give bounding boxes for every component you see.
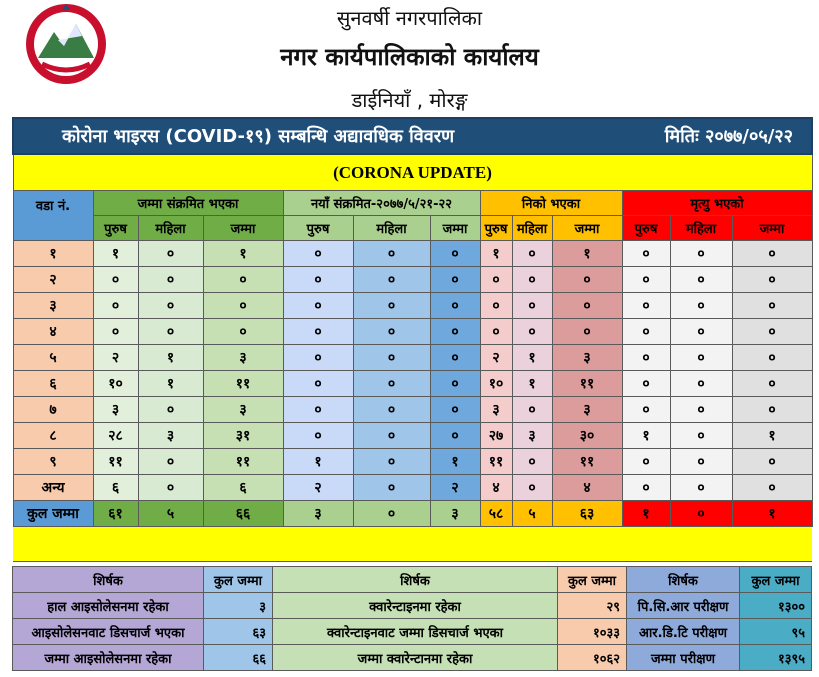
sub-header-female: महिला xyxy=(512,216,552,241)
table-cell: ० xyxy=(670,423,732,449)
table-cell: ३ xyxy=(512,423,552,449)
table-cell: ० xyxy=(430,319,480,345)
ward-number: ५ xyxy=(13,345,93,371)
sub-header-total: जम्मा xyxy=(732,216,812,241)
table-cell: ० xyxy=(512,293,552,319)
summary-header: शिर्षक xyxy=(273,567,558,593)
table-cell: ० xyxy=(670,293,732,319)
table-cell: १० xyxy=(93,371,138,397)
summary-title: आइसोलेसनवाट डिसचार्ज भएका xyxy=(13,619,204,645)
ward-header: वडा नं. xyxy=(13,191,93,241)
table-cell: ५८ xyxy=(480,501,512,527)
table-cell: ० xyxy=(512,449,552,475)
summary-value: ६६ xyxy=(204,645,273,671)
sub-header-male: पुरुष xyxy=(622,216,670,241)
office-name: नगर कार्यपालिकाको कार्यालय xyxy=(280,43,539,71)
recovered-header: निको भएका xyxy=(480,191,622,216)
table-cell: ० xyxy=(138,267,203,293)
totals-row xyxy=(13,501,812,527)
summary-value: ३ xyxy=(204,593,273,619)
table-cell: ० xyxy=(203,267,283,293)
table-cell: १ xyxy=(138,371,203,397)
table-cell: ० xyxy=(732,345,812,371)
table-cell: ० xyxy=(622,345,670,371)
table-cell: ३ xyxy=(93,397,138,423)
table-cell: १ xyxy=(512,345,552,371)
sub-header-total: जम्मा xyxy=(203,216,283,241)
table-cell: ३० xyxy=(552,423,622,449)
table-cell: ० xyxy=(670,371,732,397)
table-cell: ३ xyxy=(552,397,622,423)
report-date: मितिः २०७७/०५/२२ xyxy=(664,126,793,147)
table-cell: ६ xyxy=(203,475,283,501)
table-cell: ० xyxy=(93,267,138,293)
table-cell: ० xyxy=(512,241,552,267)
table-cell: ० xyxy=(283,267,353,293)
summary-title: जम्मा परीक्षण xyxy=(627,645,740,671)
table-cell: १ xyxy=(430,449,480,475)
table-cell: १ xyxy=(512,371,552,397)
table-cell: ३ xyxy=(203,345,283,371)
table-cell: ० xyxy=(512,319,552,345)
new-infected-header: नयाँ संक्रमित-२०७७/५/२१-२२ xyxy=(283,191,480,216)
table-cell: ० xyxy=(732,449,812,475)
table-cell: ३ xyxy=(480,397,512,423)
table-cell: १ xyxy=(203,241,283,267)
summary-row xyxy=(13,645,812,671)
table-cell: ० xyxy=(353,449,430,475)
table-row xyxy=(13,423,812,449)
table-cell: ० xyxy=(732,371,812,397)
municipality-name: सुनवर्षी नगरपालिका xyxy=(336,6,483,30)
table-cell: ० xyxy=(552,319,622,345)
table-cell: ११ xyxy=(552,449,622,475)
table-cell: १ xyxy=(480,241,512,267)
summary-header: शिर्षक xyxy=(627,567,740,593)
table-cell: ० xyxy=(283,241,353,267)
table-cell: ० xyxy=(670,397,732,423)
yellow-divider xyxy=(13,527,812,562)
table-cell: ३ xyxy=(552,345,622,371)
summary-value: १०६२ xyxy=(558,645,627,671)
table-cell: ० xyxy=(430,423,480,449)
table-cell: ५ xyxy=(138,501,203,527)
title-bar xyxy=(13,118,812,154)
table-row xyxy=(13,449,812,475)
ward-number: ९ xyxy=(13,449,93,475)
summary-value: १३०० xyxy=(740,593,812,619)
ward-rows xyxy=(13,241,812,501)
table-cell: ० xyxy=(430,267,480,293)
table-cell: ० xyxy=(93,319,138,345)
table-row xyxy=(13,397,812,423)
table-cell: ११ xyxy=(203,449,283,475)
ward-number: १ xyxy=(13,241,93,267)
table-cell: ३१ xyxy=(203,423,283,449)
ward-number: ८ xyxy=(13,423,93,449)
summary-title: जम्मा आइसोलेसनमा रहेका xyxy=(13,645,204,671)
table-cell: ० xyxy=(670,449,732,475)
table-cell: ० xyxy=(670,267,732,293)
table-cell: ० xyxy=(732,293,812,319)
table-cell: १ xyxy=(622,501,670,527)
column-sub-header xyxy=(13,216,812,241)
ward-number: ४ xyxy=(13,319,93,345)
table-cell: ११ xyxy=(480,449,512,475)
table-cell: १ xyxy=(283,449,353,475)
table-cell: १ xyxy=(552,241,622,267)
table-cell: ० xyxy=(138,293,203,319)
ward-number: ६ xyxy=(13,371,93,397)
table-cell: २ xyxy=(480,345,512,371)
table-cell: ० xyxy=(353,293,430,319)
table-cell: १ xyxy=(732,501,812,527)
table-cell: ६६ xyxy=(203,501,283,527)
table-cell: ११ xyxy=(93,449,138,475)
summary-value: २९ xyxy=(558,593,627,619)
summary-title: आर.डि.टि परीक्षण xyxy=(627,619,740,645)
deaths-header: मृत्यु भएको xyxy=(622,191,812,216)
table-cell: ० xyxy=(512,397,552,423)
table-cell: ० xyxy=(622,371,670,397)
table-cell: ३ xyxy=(283,501,353,527)
table-cell: १ xyxy=(622,423,670,449)
table-cell: ० xyxy=(203,319,283,345)
summary-title: क्वारेन्टाइनवाट जम्मा डिसचार्ज भएका xyxy=(273,619,558,645)
table-cell: ० xyxy=(138,449,203,475)
summary-title: हाल आइसोलेसनमा रहेका xyxy=(13,593,204,619)
ward-number: ७ xyxy=(13,397,93,423)
table-cell: ० xyxy=(622,241,670,267)
summary-header: शिर्षक xyxy=(13,567,204,593)
total-infected-header: जम्मा संक्रमित भएका xyxy=(93,191,283,216)
table-cell: ० xyxy=(430,397,480,423)
table-cell: ० xyxy=(480,267,512,293)
table-cell: ० xyxy=(353,371,430,397)
table-cell: ० xyxy=(353,423,430,449)
table-cell: १ xyxy=(93,241,138,267)
table-cell: ० xyxy=(670,501,732,527)
corona-update-label: (CORONA UPDATE) xyxy=(13,154,812,191)
table-cell: ० xyxy=(622,319,670,345)
table-cell: ० xyxy=(353,267,430,293)
table-cell: ० xyxy=(283,293,353,319)
summary-row xyxy=(13,619,812,645)
sub-header-female: महिला xyxy=(353,216,430,241)
table-cell: ० xyxy=(480,293,512,319)
table-cell: ६१ xyxy=(93,501,138,527)
table-cell: ४ xyxy=(552,475,622,501)
table-cell: ० xyxy=(430,293,480,319)
table-row xyxy=(13,319,812,345)
table-row xyxy=(13,475,812,501)
table-cell: ० xyxy=(622,475,670,501)
summary-value: १०३३ xyxy=(558,619,627,645)
table-cell: ० xyxy=(732,241,812,267)
table-cell: ० xyxy=(283,397,353,423)
table-cell: ३ xyxy=(138,423,203,449)
table-cell: ० xyxy=(512,475,552,501)
summary-header: कुल जम्मा xyxy=(740,567,812,593)
table-cell: ० xyxy=(138,319,203,345)
summary-title: जम्मा क्वारेन्टानमा रहेका xyxy=(273,645,558,671)
summary-title: क्वारेन्टाइनमा रहेका xyxy=(273,593,558,619)
sub-header-male: पुरुष xyxy=(283,216,353,241)
table-cell: ० xyxy=(283,345,353,371)
table-cell: ० xyxy=(138,241,203,267)
table-cell: २८ xyxy=(93,423,138,449)
sub-header-male: पुरुष xyxy=(93,216,138,241)
table-cell: ० xyxy=(622,293,670,319)
totals-label: कुल जम्मा xyxy=(13,501,93,527)
summary-value: १३९५ xyxy=(740,645,812,671)
table-cell: ० xyxy=(138,397,203,423)
location: डाईनियाँ , मोरङ्ग xyxy=(351,88,468,112)
table-cell: ० xyxy=(353,475,430,501)
table-cell: ० xyxy=(353,345,430,371)
sub-header-total: जम्मा xyxy=(552,216,622,241)
column-group-header xyxy=(13,191,812,216)
table-cell: ३ xyxy=(430,501,480,527)
table-cell: ० xyxy=(622,397,670,423)
table-cell: ० xyxy=(138,475,203,501)
table-cell: ० xyxy=(283,371,353,397)
table-cell: ० xyxy=(552,267,622,293)
table-cell: २ xyxy=(283,475,353,501)
table-cell: ० xyxy=(430,371,480,397)
table-cell: ० xyxy=(670,475,732,501)
summary-value: ९५ xyxy=(740,619,812,645)
summary-table xyxy=(12,566,812,671)
table-row xyxy=(13,241,812,267)
table-cell: ४ xyxy=(480,475,512,501)
table-cell: ० xyxy=(732,319,812,345)
table-cell: ० xyxy=(732,475,812,501)
table-cell: ६३ xyxy=(552,501,622,527)
table-cell: ० xyxy=(430,345,480,371)
table-cell: ० xyxy=(670,241,732,267)
table-cell: ० xyxy=(622,267,670,293)
summary-header: कुल जम्मा xyxy=(558,567,627,593)
table-cell: ० xyxy=(552,293,622,319)
table-cell: २ xyxy=(430,475,480,501)
table-row xyxy=(13,371,812,397)
summary-row xyxy=(13,593,812,619)
ward-number: ३ xyxy=(13,293,93,319)
report-title: कोरोना भाइरस (COVID-१९) सम्बन्धि अद्यावधिक विवरण xyxy=(62,126,455,147)
ward-number: २ xyxy=(13,267,93,293)
table-cell: ० xyxy=(430,241,480,267)
summary-title: पि.सि.आर परीक्षण xyxy=(627,593,740,619)
table-cell: ० xyxy=(512,267,552,293)
table-cell: २ xyxy=(93,345,138,371)
sub-header-male: पुरुष xyxy=(480,216,512,241)
covid-ward-table xyxy=(12,117,813,562)
table-cell: ५ xyxy=(512,501,552,527)
table-cell: ० xyxy=(353,397,430,423)
table-cell: १ xyxy=(138,345,203,371)
table-cell: ० xyxy=(670,345,732,371)
table-cell: ११ xyxy=(552,371,622,397)
table-cell: ० xyxy=(732,267,812,293)
table-row xyxy=(13,293,812,319)
table-row xyxy=(13,345,812,371)
table-cell: १० xyxy=(480,371,512,397)
table-cell: ० xyxy=(480,319,512,345)
table-cell: ३ xyxy=(203,397,283,423)
table-cell: ० xyxy=(732,397,812,423)
table-cell: ० xyxy=(203,293,283,319)
table-cell: ० xyxy=(283,423,353,449)
table-cell: २७ xyxy=(480,423,512,449)
table-cell: ० xyxy=(670,319,732,345)
table-cell: ६ xyxy=(93,475,138,501)
table-cell: ० xyxy=(283,319,353,345)
table-cell: ० xyxy=(353,319,430,345)
summary-value: ६३ xyxy=(204,619,273,645)
table-cell: ० xyxy=(353,501,430,527)
table-cell: १ xyxy=(732,423,812,449)
sub-header-total: जम्मा xyxy=(430,216,480,241)
table-row xyxy=(13,267,812,293)
sub-header-female: महिला xyxy=(138,216,203,241)
summary-header-row xyxy=(13,567,812,593)
table-cell: ० xyxy=(93,293,138,319)
table-cell: ० xyxy=(353,241,430,267)
sub-header-female: महिला xyxy=(670,216,732,241)
table-cell: ० xyxy=(622,449,670,475)
table-cell: ११ xyxy=(203,371,283,397)
ward-number: अन्य xyxy=(13,475,93,501)
summary-header: कुल जम्मा xyxy=(204,567,273,593)
